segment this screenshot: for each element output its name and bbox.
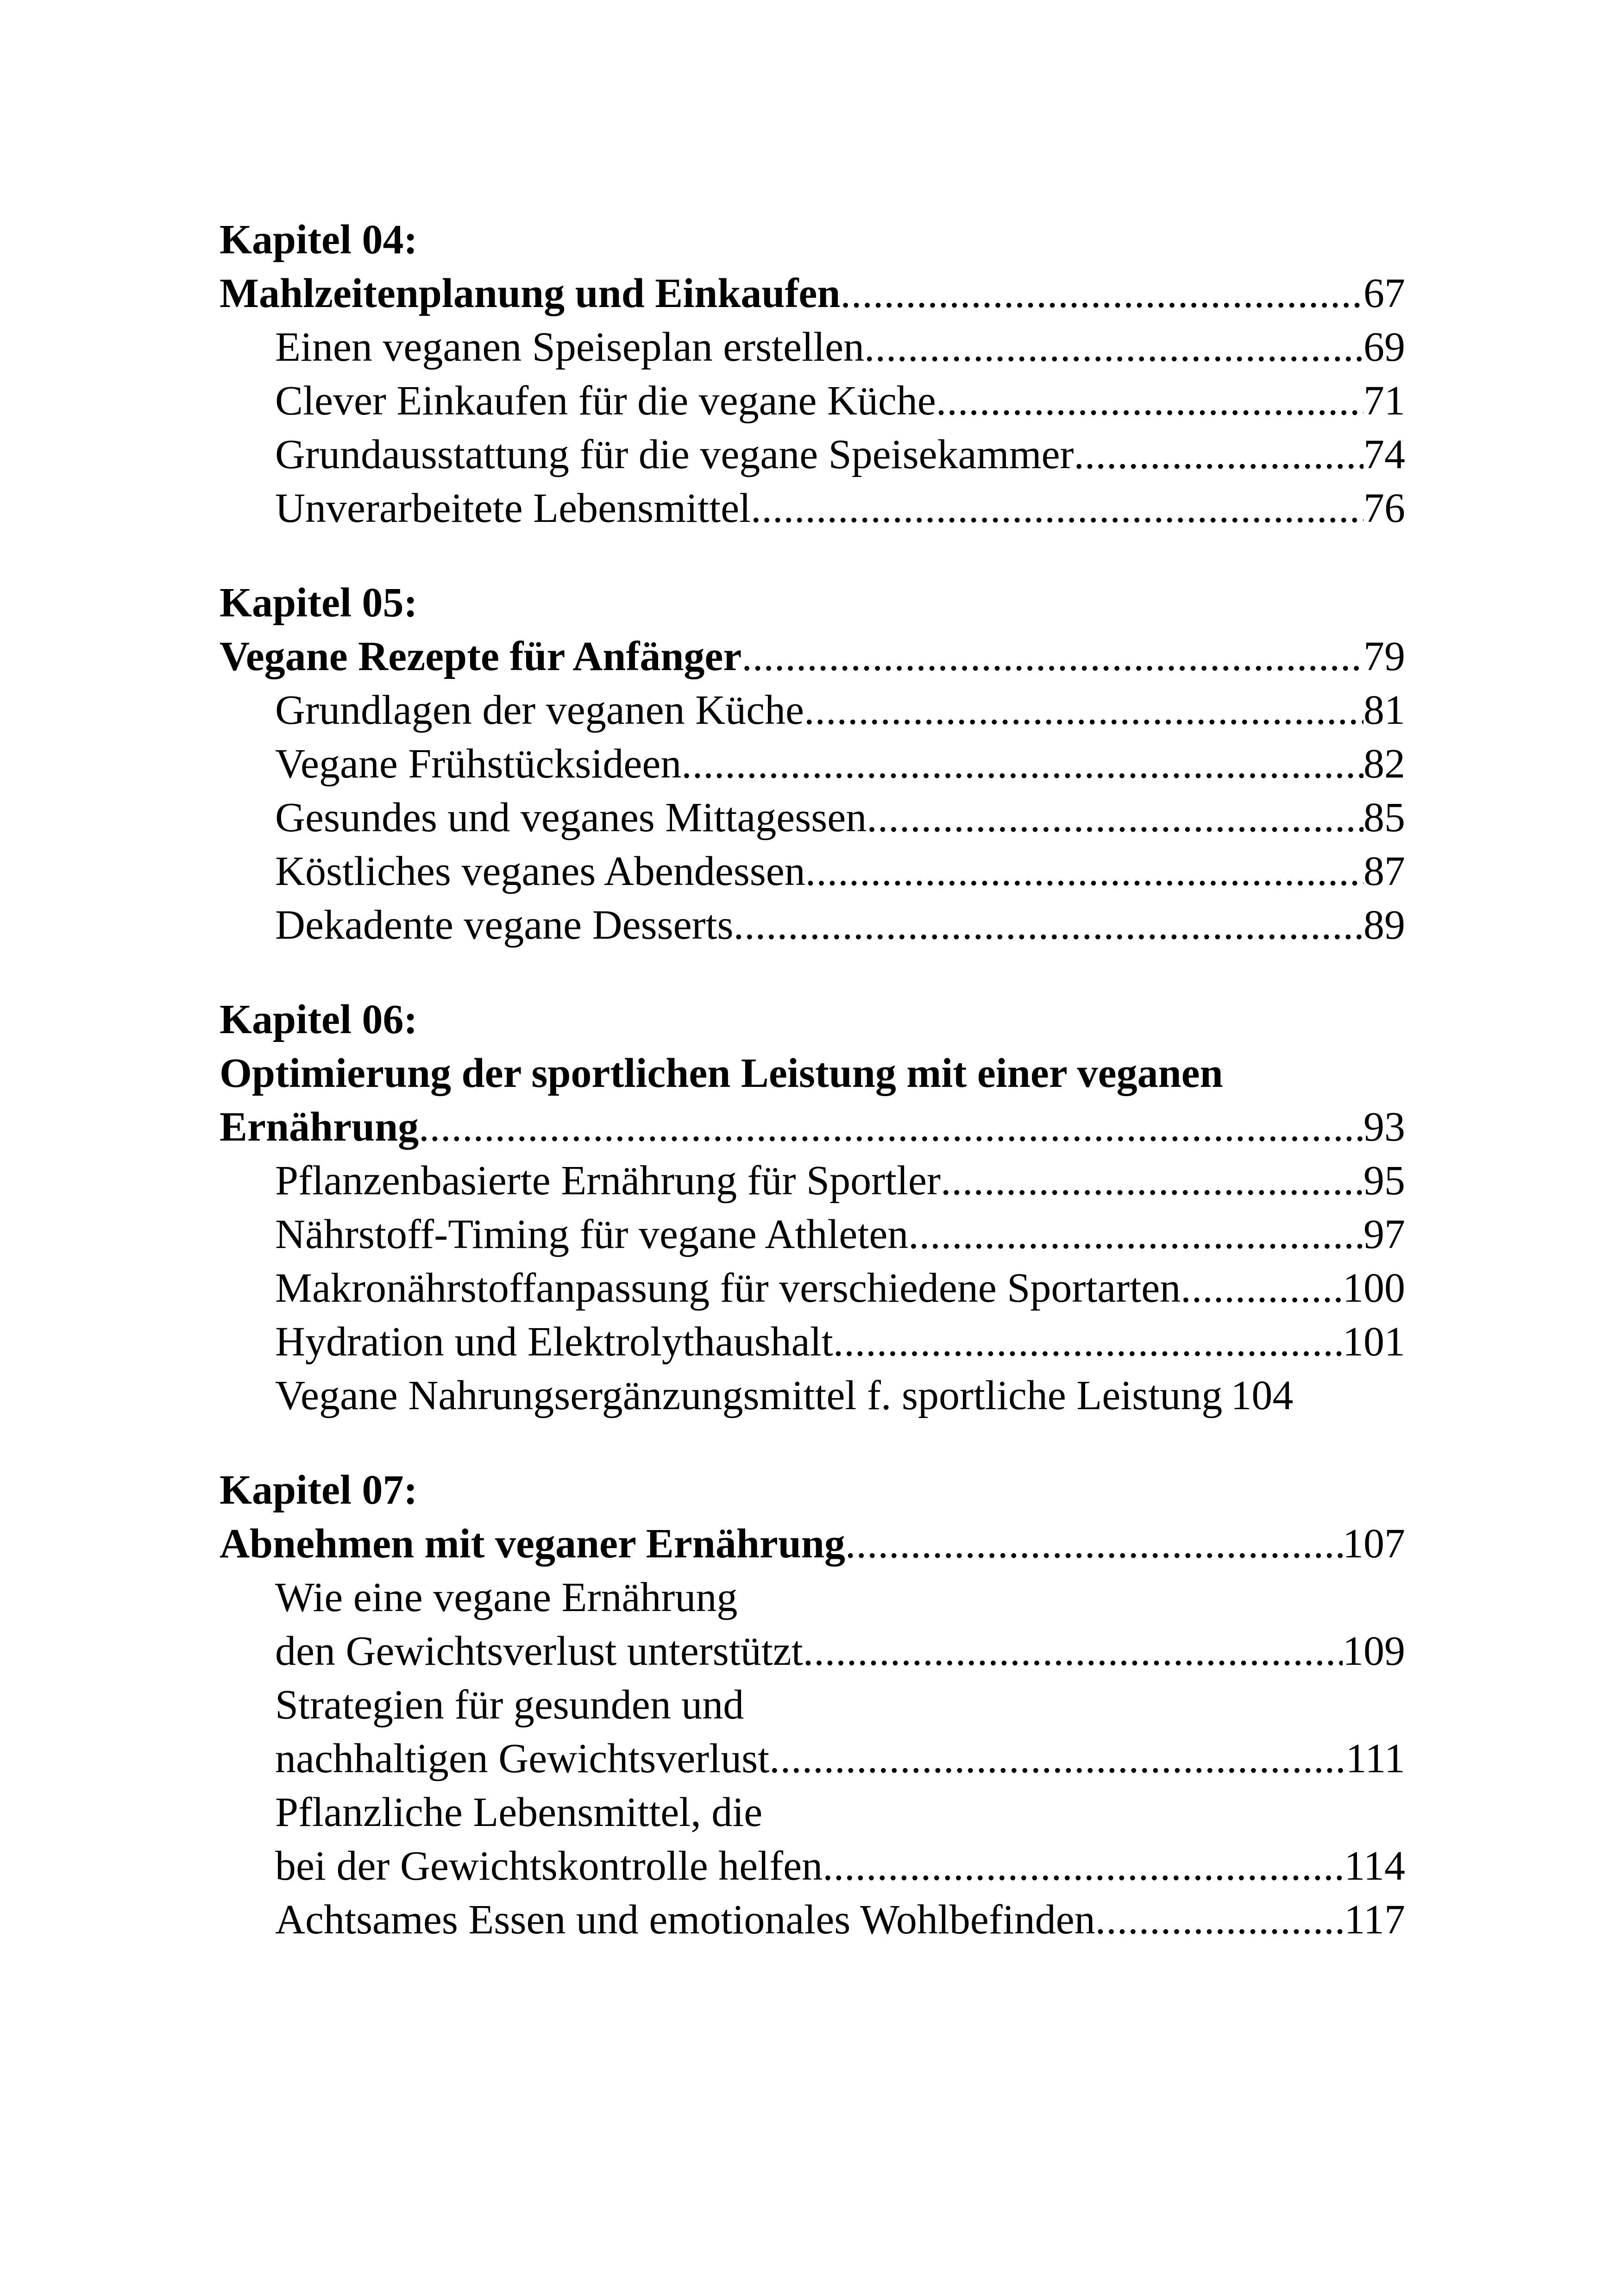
entry-title-line: Strategien für gesunden und (275, 1682, 744, 1728)
entry-title: Einen veganen Speiseplan erstellen (275, 324, 865, 370)
page-number: 79 (1363, 634, 1405, 679)
dot-leader (941, 1154, 1363, 1208)
chapter-title: Mahlzeitenplanung und Einkaufen (220, 270, 841, 316)
dot-leader (1074, 428, 1363, 482)
page-number: 101 (1343, 1319, 1405, 1365)
page-number: 104 (1231, 1373, 1294, 1418)
entry-title-line: Pflanzliche Lebensmittel, die (275, 1789, 763, 1835)
entry-title: Grundlagen der veganen Küche (275, 687, 804, 733)
toc-entry (220, 1625, 1405, 1678)
dot-leader (1095, 1893, 1345, 1947)
entry-title: Pflanzenbasierte Ernährung für Sportler (275, 1158, 941, 1204)
dot-leader (867, 791, 1363, 845)
chapter-title-row (220, 1100, 1405, 1154)
toc-entry (220, 791, 1405, 845)
page-number: 69 (1363, 324, 1405, 370)
dot-leader (741, 630, 1363, 684)
page-number: 107 (1343, 1521, 1405, 1567)
dot-leader (769, 1732, 1346, 1786)
dot-leader (864, 320, 1363, 374)
chapter-section (220, 993, 1405, 1423)
entry-title: Unverarbeitete Lebensmittel (275, 485, 751, 531)
toc-entry (220, 1732, 1405, 1786)
entry-title: Clever Einkaufen für die vegane Küche (275, 378, 936, 424)
page-number: 81 (1363, 687, 1405, 733)
dot-leader (845, 1517, 1343, 1571)
toc-entry (220, 1208, 1405, 1261)
toc-entry (220, 898, 1405, 952)
page-number: 76 (1363, 485, 1405, 531)
entry-title: den Gewichtsverlust unterstützt (275, 1628, 803, 1674)
chapter-section (220, 213, 1405, 535)
toc-entry (220, 845, 1405, 898)
page-number: 67 (1363, 270, 1405, 316)
page-number: 100 (1343, 1265, 1405, 1311)
chapter-label: Kapitel 05: (220, 580, 418, 626)
chapter-section (220, 1463, 1405, 1947)
dot-leader (803, 1625, 1343, 1678)
entry-title: nachhaltigen Gewichtsverlust (275, 1736, 770, 1782)
dot-leader (936, 374, 1363, 428)
table-of-contents (220, 213, 1405, 1988)
toc-entry (220, 1893, 1405, 1947)
entry-title: bei der Gewichtskontrolle helfen (275, 1843, 823, 1889)
entry-title: Dekadente vegane Desserts (275, 902, 734, 948)
page-number: 85 (1363, 795, 1405, 841)
dot-leader (823, 1839, 1344, 1893)
chapter-title: Ernährung (220, 1104, 419, 1150)
entry-title: Makronährstoffanpassung für verschiedene Sportarten (275, 1265, 1181, 1311)
toc-entry (220, 374, 1405, 428)
dot-leader (681, 737, 1363, 791)
dot-leader (804, 684, 1363, 737)
dot-leader (908, 1208, 1363, 1261)
toc-entry (220, 428, 1405, 482)
page-number: 95 (1363, 1158, 1405, 1204)
chapter-section (220, 576, 1405, 952)
chapter-title-row (220, 1517, 1405, 1571)
page-number: 109 (1343, 1628, 1405, 1674)
toc-entry (220, 737, 1405, 791)
toc-entry (220, 1261, 1405, 1315)
toc-entry (220, 1839, 1405, 1893)
dot-leader (1181, 1261, 1343, 1315)
toc-entry (220, 320, 1405, 374)
page-number: 114 (1344, 1843, 1405, 1889)
dot-leader (840, 267, 1363, 320)
dot-leader (419, 1100, 1363, 1154)
chapter-title: Abnehmen mit veganer Ernährung (220, 1521, 845, 1567)
dot-leader (833, 1315, 1343, 1369)
chapter-title-row (220, 630, 1405, 684)
chapter-label: Kapitel 04: (220, 217, 418, 263)
toc-entry (220, 1154, 1405, 1208)
dot-leader (734, 898, 1363, 952)
page-number: 82 (1363, 741, 1405, 787)
entry-title: Gesundes und veganes Mittagessen (275, 795, 867, 841)
toc-entry (220, 482, 1405, 535)
entry-title: Köstliches veganes Abendessen (275, 848, 805, 894)
toc-entry (220, 1315, 1405, 1369)
entry-title: Nährstoff-Timing für vegane Athleten (275, 1211, 909, 1257)
page-number: 93 (1363, 1104, 1405, 1150)
chapter-title: Vegane Rezepte für Anfänger (220, 634, 742, 679)
toc-entry (220, 684, 1405, 737)
page-number: 71 (1363, 378, 1405, 424)
entry-title-line: Wie eine vegane Ernährung (275, 1575, 738, 1620)
chapter-title-line: Optimierung der sportlichen Leistung mit einer veganen (220, 1050, 1223, 1096)
chapter-label: Kapitel 07: (220, 1467, 418, 1513)
page-number: 97 (1363, 1211, 1405, 1257)
chapter-title-row (220, 267, 1405, 320)
entry-title: Vegane Frühstücksideen (275, 741, 682, 787)
page-number: 89 (1363, 902, 1405, 948)
dot-leader (751, 482, 1363, 535)
toc-entry (220, 1369, 1405, 1423)
entry-title: Grundausstattung für die vegane Speisekammer (275, 432, 1074, 477)
entry-title: Vegane Nahrungsergänzungsmittel f. sportliche Leistung (275, 1373, 1223, 1418)
chapter-label: Kapitel 06: (220, 997, 418, 1042)
page-number: 111 (1345, 1736, 1405, 1782)
page-number: 74 (1363, 432, 1405, 477)
dot-leader (805, 845, 1363, 898)
page-number: 117 (1344, 1897, 1405, 1943)
page-number: 87 (1363, 848, 1405, 894)
entry-title: Hydration und Elektrolythaushalt (275, 1319, 833, 1365)
entry-title: Achtsames Essen und emotionales Wohlbefinden (275, 1897, 1095, 1943)
